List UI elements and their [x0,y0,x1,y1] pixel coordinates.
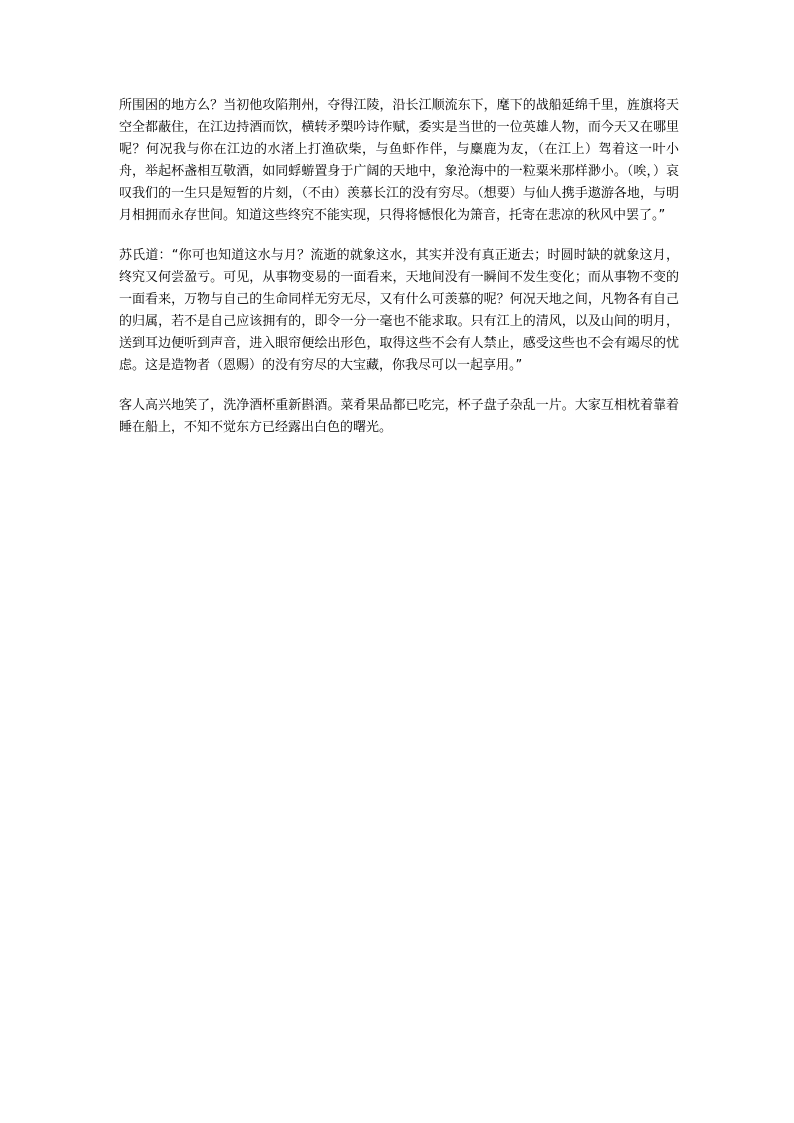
document-page [119,95,679,457]
paragraph-3: 客人高兴地笑了，洗净酒杯重新斟酒。菜肴果品都已吃完，杯子盘子杂乱一片。大家互相枕着靠着睡在船上，不知不觉东方已经露出白色的曙光。 [119,398,679,435]
paragraph-1: 所围困的地方么？当初他攻陷荆州，夺得江陵，沿长江顺流东下，麾下的战船延绵千里，旌旗将天空全都蔽住，在江边持酒而饮，横转矛槊吟诗作赋，委实是当世的一位英雄人物，而今天又在哪里呢？何况我与你在江边的水渚上打渔砍柴，与鱼虾作伴，与麋鹿为友，（在江上）驾着这一叶小舟，举起杯盏相互敬酒，如同蜉蝣置身于广阔的天地中，象沧海中的一粒粟米那样渺小。（唉，）哀叹我们的一生只是短暂的片刻，（不由）羡慕长江的没有穷尽。（想要）与仙人携手遨游各地，与明月相拥而永存世间。知道这些终究不能实现，只得将憾恨化为箫音，托寄在悲凉的秋风中罢了。” [119,98,679,223]
paragraph-2: 苏氏道：“你可也知道这水与月？流逝的就象这水，其实并没有真正逝去；时圆时缺的就象这月，终究又何尝盈亏。可见，从事物变易的一面看来，天地间没有一瞬间不发生变化；而从事物不变的一面看来，万物与自己的生命同样无穷无尽，又有什么可羡慕的呢？何况天地之间，凡物各有自己的归属，若不是自己应该拥有的，即令一分一毫也不能求取。只有江上的清风，以及山间的明月，送到耳边便听到声音，进入眼帘便绘出形色，取得这些不会有人禁止，感受这些也不会有竭尽的忧虑。这是造物者（恩赐）的没有穷尽的大宝藏，你我尽可以一起享用。” [119,248,679,373]
